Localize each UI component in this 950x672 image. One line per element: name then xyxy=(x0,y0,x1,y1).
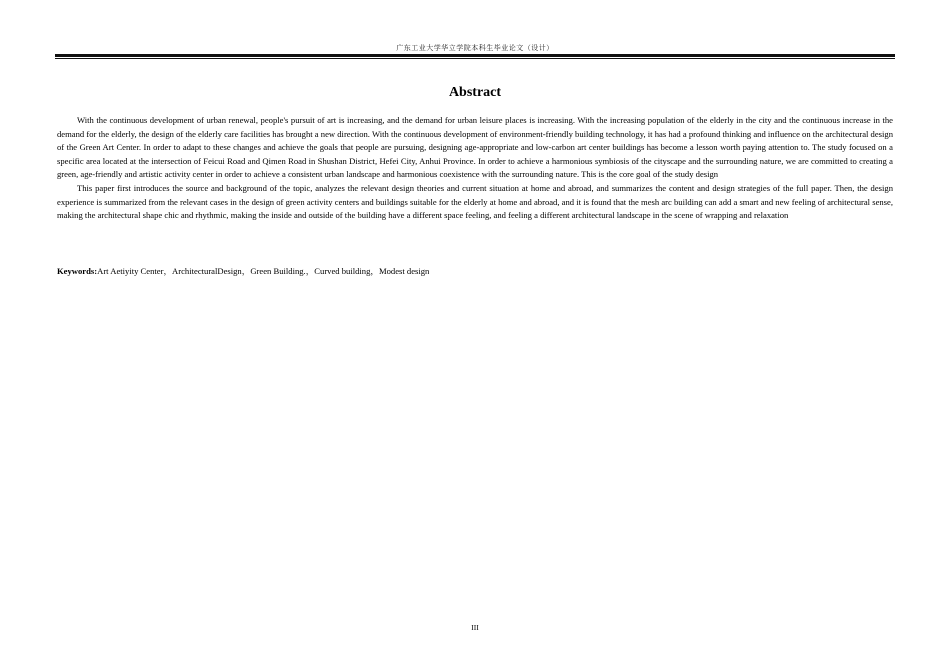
header-rule-thin xyxy=(55,58,895,59)
keywords-label: Keywords: xyxy=(57,266,98,276)
abstract-paragraph: This paper first introduces the source and background of the topic, analyzes the relevant design theories and current situation at home and abroad, and summarizes the content and design strategies of the full paper. Then, the design experience is summarized from the relevant cases in the design of green activity centers and buildings suitable for the elderly at home and abroad, and it is found that the mesh arc building can add a smart and new feeling of architectural sense, making the architectural shape chic and rhythmic, making the inside and outside of the building have a different space feeling, and feeling a different architectural landscape in the scene of wrapping and relaxation xyxy=(57,182,893,221)
header-rule-thick xyxy=(55,54,895,57)
keywords-text: Art Aetiyity Center，ArchitecturalDesign，Green Building.，Curved building，Modest design xyxy=(97,266,430,276)
keywords-line xyxy=(57,265,893,278)
abstract-body xyxy=(57,114,893,223)
running-header: 广东工业大学华立学院本科生毕业论文（设计） xyxy=(396,44,554,52)
abstract-paragraph: With the continuous development of urban renewal, people's pursuit of art is increasing, and the demand for urban leisure places is increasing. With the increasing population of the elderly in the city and the continuous increase in the demand for the elderly, the design of the elderly care facilities has brought a new direction. With the continuous development of environment-friendly building technology, it has had a profound thinking and influence on the architectural design of the Green Art Center. In order to adapt to these changes and achieve the goals that people are pursuing, designing age-appropriate and low-carbon art center buildings has become a lesson worth paying attention to. The study focused on a specific area located at the intersection of Feicui Road and Qimen Road in Shushan District, Hefei City, Anhui Province. In order to achieve a harmonious symbiosis of the cityscape and the surrounding nature, we are committed to creating a green, age-friendly and artistic activity center in order to achieve a consistent urban landscape and harmonious coexistence with the surrounding nature. This is the core goal of the study design xyxy=(57,115,893,180)
abstract-title: Abstract xyxy=(448,85,502,100)
page-number: III xyxy=(471,623,479,632)
